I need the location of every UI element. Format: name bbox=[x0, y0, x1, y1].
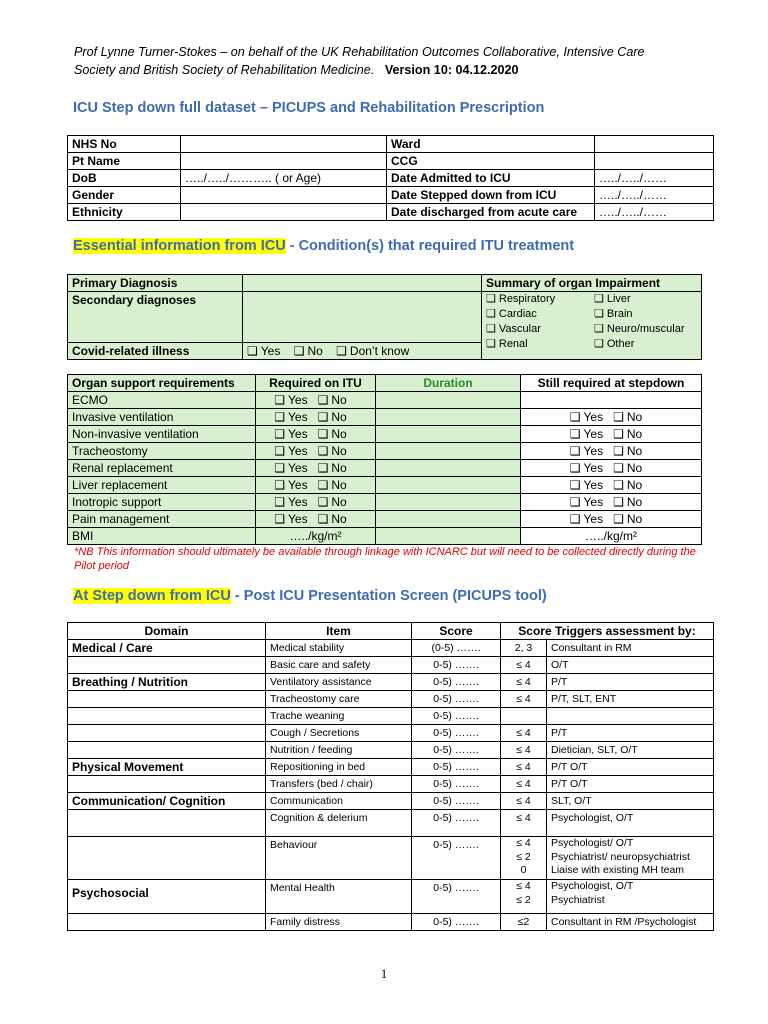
organ-support-row bbox=[68, 460, 702, 477]
picups-item: Medical stability bbox=[266, 640, 412, 657]
stepdown-options bbox=[521, 494, 702, 511]
triggers-header: Score Triggers assessment by: bbox=[501, 623, 714, 640]
nhs-no-label: NHS No bbox=[68, 136, 181, 153]
covid-options bbox=[243, 343, 482, 360]
picups-trigger: ≤ 4 ≤ 2 0 bbox=[501, 837, 547, 880]
picups-score[interactable]: 0-5) ……. bbox=[412, 880, 501, 914]
organ-support-row bbox=[68, 409, 702, 426]
picups-assessor: P/T, SLT, ENT bbox=[547, 691, 714, 708]
stepdown-options bbox=[521, 426, 702, 443]
stepdown-no-checkbox[interactable]: ❑ No bbox=[613, 460, 642, 476]
discharged-field[interactable]: …../…../…… bbox=[595, 204, 714, 221]
stepped-label: Date Stepped down from ICU bbox=[387, 187, 595, 204]
header-line-1: Prof Lynne Turner-Stokes – on behalf of the UK Rehabilitation Outcomes Collaborative, Intensive Care bbox=[74, 45, 645, 59]
picups-row bbox=[68, 640, 714, 657]
bmi-stepdown-field[interactable]: …../kg/m² bbox=[521, 528, 702, 545]
organ-support-row bbox=[68, 426, 702, 443]
picups-domain bbox=[68, 725, 266, 742]
diagnosis-table bbox=[67, 274, 702, 360]
covid-no-checkbox[interactable]: ❑ No bbox=[294, 343, 323, 359]
picups-row bbox=[68, 708, 714, 725]
picups-domain: Medical / Care bbox=[68, 640, 266, 657]
picups-trigger: ≤2 bbox=[501, 914, 547, 931]
still-required-header: Still required at stepdown bbox=[521, 375, 702, 392]
picups-score[interactable]: 0-5) ……. bbox=[412, 914, 501, 931]
organ-checkbox-renal[interactable]: ❑ Renal bbox=[486, 337, 584, 352]
itu-options bbox=[256, 477, 376, 494]
picups-score[interactable]: 0-5) ……. bbox=[412, 725, 501, 742]
organ-support-row bbox=[68, 494, 702, 511]
dob-label: DoB bbox=[68, 170, 181, 187]
picups-domain: Breathing / Nutrition bbox=[68, 674, 266, 691]
itu-no-checkbox[interactable]: ❑ No bbox=[318, 426, 347, 442]
itu-no-checkbox[interactable]: ❑ No bbox=[318, 392, 347, 408]
primary-diagnosis-label: Primary Diagnosis bbox=[68, 275, 243, 292]
stepdown-options bbox=[521, 511, 702, 528]
organ-checkbox-other[interactable]: ❑ Other bbox=[594, 337, 634, 352]
picups-item: Nutrition / feeding bbox=[266, 742, 412, 759]
stepdown-yes-checkbox[interactable]: ❑ Yes bbox=[570, 426, 603, 442]
picups-row bbox=[68, 725, 714, 742]
itu-options bbox=[256, 443, 376, 460]
duration-field[interactable] bbox=[376, 443, 521, 460]
stepdown-yes-checkbox[interactable]: ❑ Yes bbox=[570, 494, 603, 510]
picups-item: Mental Health bbox=[266, 880, 412, 914]
organ-summary-label: Summary of organ Impairment bbox=[482, 275, 702, 292]
picups-trigger: ≤ 4 ≤ 2 bbox=[501, 880, 547, 914]
itu-yes-checkbox[interactable]: ❑ Yes bbox=[274, 494, 307, 510]
stepdown-yes-checkbox[interactable]: ❑ Yes bbox=[570, 511, 603, 527]
stepdown-no-checkbox[interactable]: ❑ No bbox=[613, 494, 642, 510]
primary-diagnosis-field[interactable] bbox=[243, 275, 482, 292]
covid-dontknow-checkbox[interactable]: ❑ Don’t know bbox=[336, 343, 409, 359]
itu-yes-checkbox[interactable]: ❑ Yes bbox=[274, 511, 307, 527]
header-line-2: Society and British Society of Rehabilitation Medicine. bbox=[74, 63, 375, 77]
organ-support-row bbox=[68, 443, 702, 460]
ccg-field[interactable] bbox=[595, 153, 714, 170]
admitted-label: Date Admitted to ICU bbox=[387, 170, 595, 187]
stepdown-no-checkbox[interactable]: ❑ No bbox=[613, 426, 642, 442]
organ-checkbox-neuromuscular[interactable]: ❑ Neuro/muscular bbox=[594, 322, 685, 337]
discharged-label: Date discharged from acute care bbox=[387, 204, 595, 221]
picups-assessor: P/T bbox=[547, 674, 714, 691]
stepdown-options bbox=[521, 460, 702, 477]
stepdown-no-checkbox[interactable]: ❑ No bbox=[613, 477, 642, 493]
organ-checkbox-liver[interactable]: ❑ Liver bbox=[594, 292, 631, 307]
picups-trigger: ≤ 4 bbox=[501, 810, 547, 837]
organ-support-label: Pain management bbox=[68, 511, 256, 528]
picups-domain bbox=[68, 810, 266, 837]
itu-yes-checkbox[interactable]: ❑ Yes bbox=[274, 477, 307, 493]
ward-label: Ward bbox=[387, 136, 595, 153]
stepdown-options bbox=[521, 477, 702, 494]
picups-row bbox=[68, 776, 714, 793]
picups-domain bbox=[68, 708, 266, 725]
picups-domain bbox=[68, 776, 266, 793]
duration-header: Duration bbox=[376, 375, 521, 392]
organ-checkbox-vascular[interactable]: ❑ Vascular bbox=[486, 322, 584, 337]
organ-support-row bbox=[68, 477, 702, 494]
gender-label: Gender bbox=[68, 187, 181, 204]
itu-options bbox=[256, 409, 376, 426]
organ-checkbox-cardiac[interactable]: ❑ Cardiac bbox=[486, 307, 584, 322]
stepdown-yes-checkbox[interactable]: ❑ Yes bbox=[570, 443, 603, 459]
picups-assessor: Psychologist, O/T bbox=[547, 810, 714, 837]
organ-support-row bbox=[68, 511, 702, 528]
picups-item: Family distress bbox=[266, 914, 412, 931]
organ-support-header: Organ support requirements bbox=[68, 375, 256, 392]
picups-assessor bbox=[547, 708, 714, 725]
organ-support-label: Renal replacement bbox=[68, 460, 256, 477]
picups-assessor: Psychologist, O/T Psychiatrist bbox=[547, 880, 714, 914]
duration-field[interactable] bbox=[376, 477, 521, 494]
organ-support-table bbox=[67, 374, 702, 545]
stepdown-options bbox=[521, 392, 702, 409]
picups-domain: Psychosocial bbox=[68, 880, 266, 914]
covid-label: Covid-related illness bbox=[68, 343, 243, 360]
itu-no-checkbox[interactable]: ❑ No bbox=[318, 511, 347, 527]
stepdown-options bbox=[521, 443, 702, 460]
picups-item: Basic care and safety bbox=[266, 657, 412, 674]
picups-item: Cough / Secretions bbox=[266, 725, 412, 742]
picups-row bbox=[68, 674, 714, 691]
domain-header: Domain bbox=[68, 623, 266, 640]
picups-score[interactable]: 0-5) ……. bbox=[412, 742, 501, 759]
stepped-field[interactable]: …../…../…… bbox=[595, 187, 714, 204]
picups-item: Ventilatory assistance bbox=[266, 674, 412, 691]
duration-field[interactable] bbox=[376, 494, 521, 511]
picups-score[interactable]: 0-5) ……. bbox=[412, 708, 501, 725]
bmi-label: BMI bbox=[68, 528, 256, 545]
picups-assessor: O/T bbox=[547, 657, 714, 674]
secondary-diagnoses-label: Secondary diagnoses bbox=[68, 292, 243, 343]
picups-score[interactable]: (0-5) ……. bbox=[412, 640, 501, 657]
dob-field[interactable]: …../…../……….. ( or Age) bbox=[181, 170, 387, 187]
picups-item: Communication bbox=[266, 793, 412, 810]
picups-assessor: P/T bbox=[547, 725, 714, 742]
itu-no-checkbox[interactable]: ❑ No bbox=[318, 443, 347, 459]
organ-checkbox-brain[interactable]: ❑ Brain bbox=[594, 307, 633, 322]
organ-support-label: Non-invasive ventilation bbox=[68, 426, 256, 443]
bmi-itu-field[interactable]: …../kg/m² bbox=[256, 528, 376, 545]
picups-score[interactable]: 0-5) ……. bbox=[412, 759, 501, 776]
itu-options bbox=[256, 494, 376, 511]
picups-trigger: ≤ 4 bbox=[501, 657, 547, 674]
picups-score[interactable]: 0-5) ……. bbox=[412, 776, 501, 793]
picups-assessor: Consultant in RM bbox=[547, 640, 714, 657]
score-header: Score bbox=[412, 623, 501, 640]
ethnicity-field[interactable] bbox=[181, 204, 387, 221]
picups-trigger: ≤ 4 bbox=[501, 793, 547, 810]
itu-options bbox=[256, 392, 376, 409]
picups-domain bbox=[68, 837, 266, 880]
picups-assessor: SLT, O/T bbox=[547, 793, 714, 810]
picups-score[interactable]: 0-5) ……. bbox=[412, 793, 501, 810]
picups-domain bbox=[68, 691, 266, 708]
item-header: Item bbox=[266, 623, 412, 640]
organ-support-label: Invasive ventilation bbox=[68, 409, 256, 426]
bmi-duration-field[interactable] bbox=[376, 528, 521, 545]
picups-domain bbox=[68, 914, 266, 931]
itu-yes-checkbox[interactable]: ❑ Yes bbox=[274, 426, 307, 442]
itu-yes-checkbox[interactable]: ❑ Yes bbox=[274, 392, 307, 408]
picups-row bbox=[68, 793, 714, 810]
picups-row bbox=[68, 657, 714, 674]
picups-trigger: ≤ 4 bbox=[501, 691, 547, 708]
stepdown-yes-checkbox[interactable]: ❑ Yes bbox=[570, 460, 603, 476]
secondary-diagnoses-field[interactable] bbox=[243, 292, 482, 343]
pt-name-field[interactable] bbox=[181, 153, 387, 170]
itu-options bbox=[256, 460, 376, 477]
picups-trigger: 2, 3 bbox=[501, 640, 547, 657]
picups-row bbox=[68, 742, 714, 759]
stepdown-no-checkbox[interactable]: ❑ No bbox=[613, 511, 642, 527]
picups-item: Trache weaning bbox=[266, 708, 412, 725]
picups-trigger: ≤ 4 bbox=[501, 674, 547, 691]
itu-yes-checkbox[interactable]: ❑ Yes bbox=[274, 409, 307, 425]
duration-field[interactable] bbox=[376, 392, 521, 409]
picups-assessor: P/T O/T bbox=[547, 759, 714, 776]
duration-field[interactable] bbox=[376, 511, 521, 528]
picups-assessor: Dietician, SLT, O/T bbox=[547, 742, 714, 759]
picups-score[interactable]: 0-5) ……. bbox=[412, 691, 501, 708]
itu-no-checkbox[interactable]: ❑ No bbox=[318, 409, 347, 425]
organ-support-label: Tracheostomy bbox=[68, 443, 256, 460]
picups-row bbox=[68, 810, 714, 837]
page-number: 1 bbox=[380, 966, 388, 981]
picups-row bbox=[68, 691, 714, 708]
itu-no-checkbox[interactable]: ❑ No bbox=[318, 460, 347, 476]
pt-name-label: Pt Name bbox=[68, 153, 181, 170]
picups-assessor: P/T O/T bbox=[547, 776, 714, 793]
organ-support-label: Liver replacement bbox=[68, 477, 256, 494]
picups-item: Tracheostomy care bbox=[266, 691, 412, 708]
ethnicity-label: Ethnicity bbox=[68, 204, 181, 221]
version-label: Version 10: 04.12.2020 bbox=[384, 63, 519, 77]
duration-field[interactable] bbox=[376, 426, 521, 443]
patient-details-table bbox=[67, 135, 714, 221]
organ-checkbox-respiratory[interactable]: ❑ Respiratory bbox=[486, 292, 584, 307]
nb-note: *NB This information should ultimately be available through linkage with ICNARC but will need to be collected directly during the Pilot period bbox=[74, 546, 696, 572]
itu-options bbox=[256, 426, 376, 443]
picups-trigger: ≤ 4 bbox=[501, 742, 547, 759]
section-title-stepdown: At Step down from ICU - Post ICU Presentation Screen (PICUPS tool) bbox=[73, 588, 547, 604]
organ-checklist bbox=[482, 292, 702, 360]
picups-item: Cognition & delerium bbox=[266, 810, 412, 837]
admitted-field[interactable]: …../…../…… bbox=[595, 170, 714, 187]
covid-yes-checkbox[interactable]: ❑ Yes bbox=[247, 343, 280, 359]
picups-score[interactable]: 0-5) ……. bbox=[412, 657, 501, 674]
itu-options bbox=[256, 511, 376, 528]
section-title-essential: Essential information from ICU - Condition(s) that required ITU treatment bbox=[73, 238, 575, 254]
picups-assessor: Psychologist/ O/T Psychiatrist/ neuropsychiatrist Liaise with existing MH team bbox=[547, 837, 714, 880]
itu-no-checkbox[interactable]: ❑ No bbox=[318, 494, 347, 510]
picups-trigger bbox=[501, 708, 547, 725]
stepdown-yes-checkbox[interactable]: ❑ Yes bbox=[570, 409, 603, 425]
picups-domain bbox=[68, 742, 266, 759]
itu-yes-checkbox[interactable]: ❑ Yes bbox=[274, 460, 307, 476]
stepdown-no-checkbox[interactable]: ❑ No bbox=[613, 443, 642, 459]
section-title-dataset: ICU Step down full dataset – PICUPS and Rehabilitation Prescription bbox=[73, 100, 545, 116]
picups-domain: Communication/ Cognition bbox=[68, 793, 266, 810]
duration-field[interactable] bbox=[376, 409, 521, 426]
picups-trigger: ≤ 4 bbox=[501, 759, 547, 776]
picups-domain: Physical Movement bbox=[68, 759, 266, 776]
stepdown-yes-checkbox[interactable]: ❑ Yes bbox=[570, 477, 603, 493]
organ-support-label: Inotropic support bbox=[68, 494, 256, 511]
ward-field[interactable] bbox=[595, 136, 714, 153]
picups-score[interactable]: 0-5) ……. bbox=[412, 674, 501, 691]
ccg-label: CCG bbox=[387, 153, 595, 170]
picups-trigger: ≤ 4 bbox=[501, 776, 547, 793]
picups-item: Repositioning in bed bbox=[266, 759, 412, 776]
picups-item: Transfers (bed / chair) bbox=[266, 776, 412, 793]
document-header bbox=[74, 43, 714, 79]
picups-item: Behaviour bbox=[266, 837, 412, 880]
organ-support-row bbox=[68, 392, 702, 409]
picups-trigger: ≤ 4 bbox=[501, 725, 547, 742]
picups-score[interactable]: 0-5) ……. bbox=[412, 837, 501, 880]
required-itu-header: Required on ITU bbox=[256, 375, 376, 392]
stepdown-options bbox=[521, 409, 702, 426]
itu-no-checkbox[interactable]: ❑ No bbox=[318, 477, 347, 493]
picups-assessor: Consultant in RM /Psychologist bbox=[547, 914, 714, 931]
gender-field[interactable] bbox=[181, 187, 387, 204]
picups-score[interactable]: 0-5) ……. bbox=[412, 810, 501, 837]
itu-yes-checkbox[interactable]: ❑ Yes bbox=[274, 443, 307, 459]
duration-field[interactable] bbox=[376, 460, 521, 477]
picups-table bbox=[67, 622, 714, 931]
stepdown-no-checkbox[interactable]: ❑ No bbox=[613, 409, 642, 425]
nhs-no-field[interactable] bbox=[181, 136, 387, 153]
picups-row bbox=[68, 759, 714, 776]
organ-support-label: ECMO bbox=[68, 392, 256, 409]
picups-domain bbox=[68, 657, 266, 674]
